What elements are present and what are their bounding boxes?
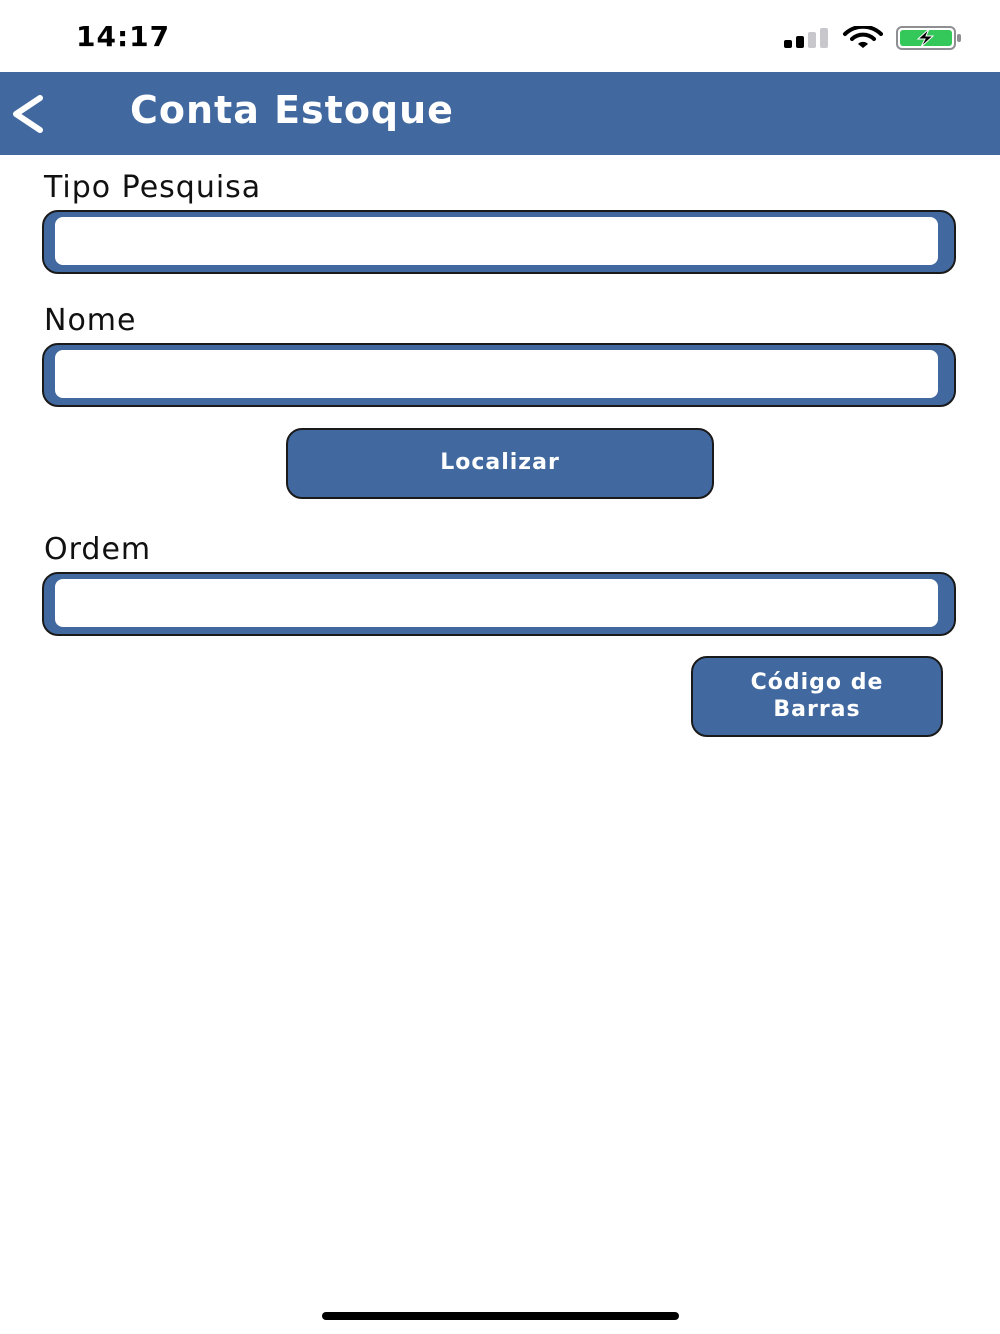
nav-bar xyxy=(0,72,1000,155)
localizar-button-label: Localizar xyxy=(440,450,560,476)
status-time: 14:17 xyxy=(76,20,171,53)
nome-input[interactable] xyxy=(55,350,938,398)
nome-label: Nome xyxy=(44,303,137,338)
ordem-label: Ordem xyxy=(44,532,152,567)
page-title: Conta Estoque xyxy=(130,88,454,132)
signal-icon xyxy=(784,28,830,48)
localizar-button[interactable] xyxy=(286,428,714,499)
wifi-icon xyxy=(842,26,884,48)
back-button[interactable] xyxy=(8,86,58,142)
tipo-pesquisa-label: Tipo Pesquisa xyxy=(44,170,262,205)
status-bar xyxy=(0,0,1000,72)
tipo-pesquisa-input[interactable] xyxy=(55,217,938,265)
tipo-pesquisa-field-frame xyxy=(42,210,956,274)
nome-field-frame xyxy=(42,343,956,407)
chevron-left-icon xyxy=(8,86,58,142)
home-indicator[interactable] xyxy=(322,1312,679,1320)
battery-charging-icon xyxy=(896,26,964,50)
ordem-field-frame xyxy=(42,572,956,636)
ordem-input[interactable] xyxy=(55,579,938,627)
codigo-de-barras-button[interactable] xyxy=(691,656,943,737)
codigo-de-barras-button-label: Código de Barras xyxy=(750,670,884,722)
